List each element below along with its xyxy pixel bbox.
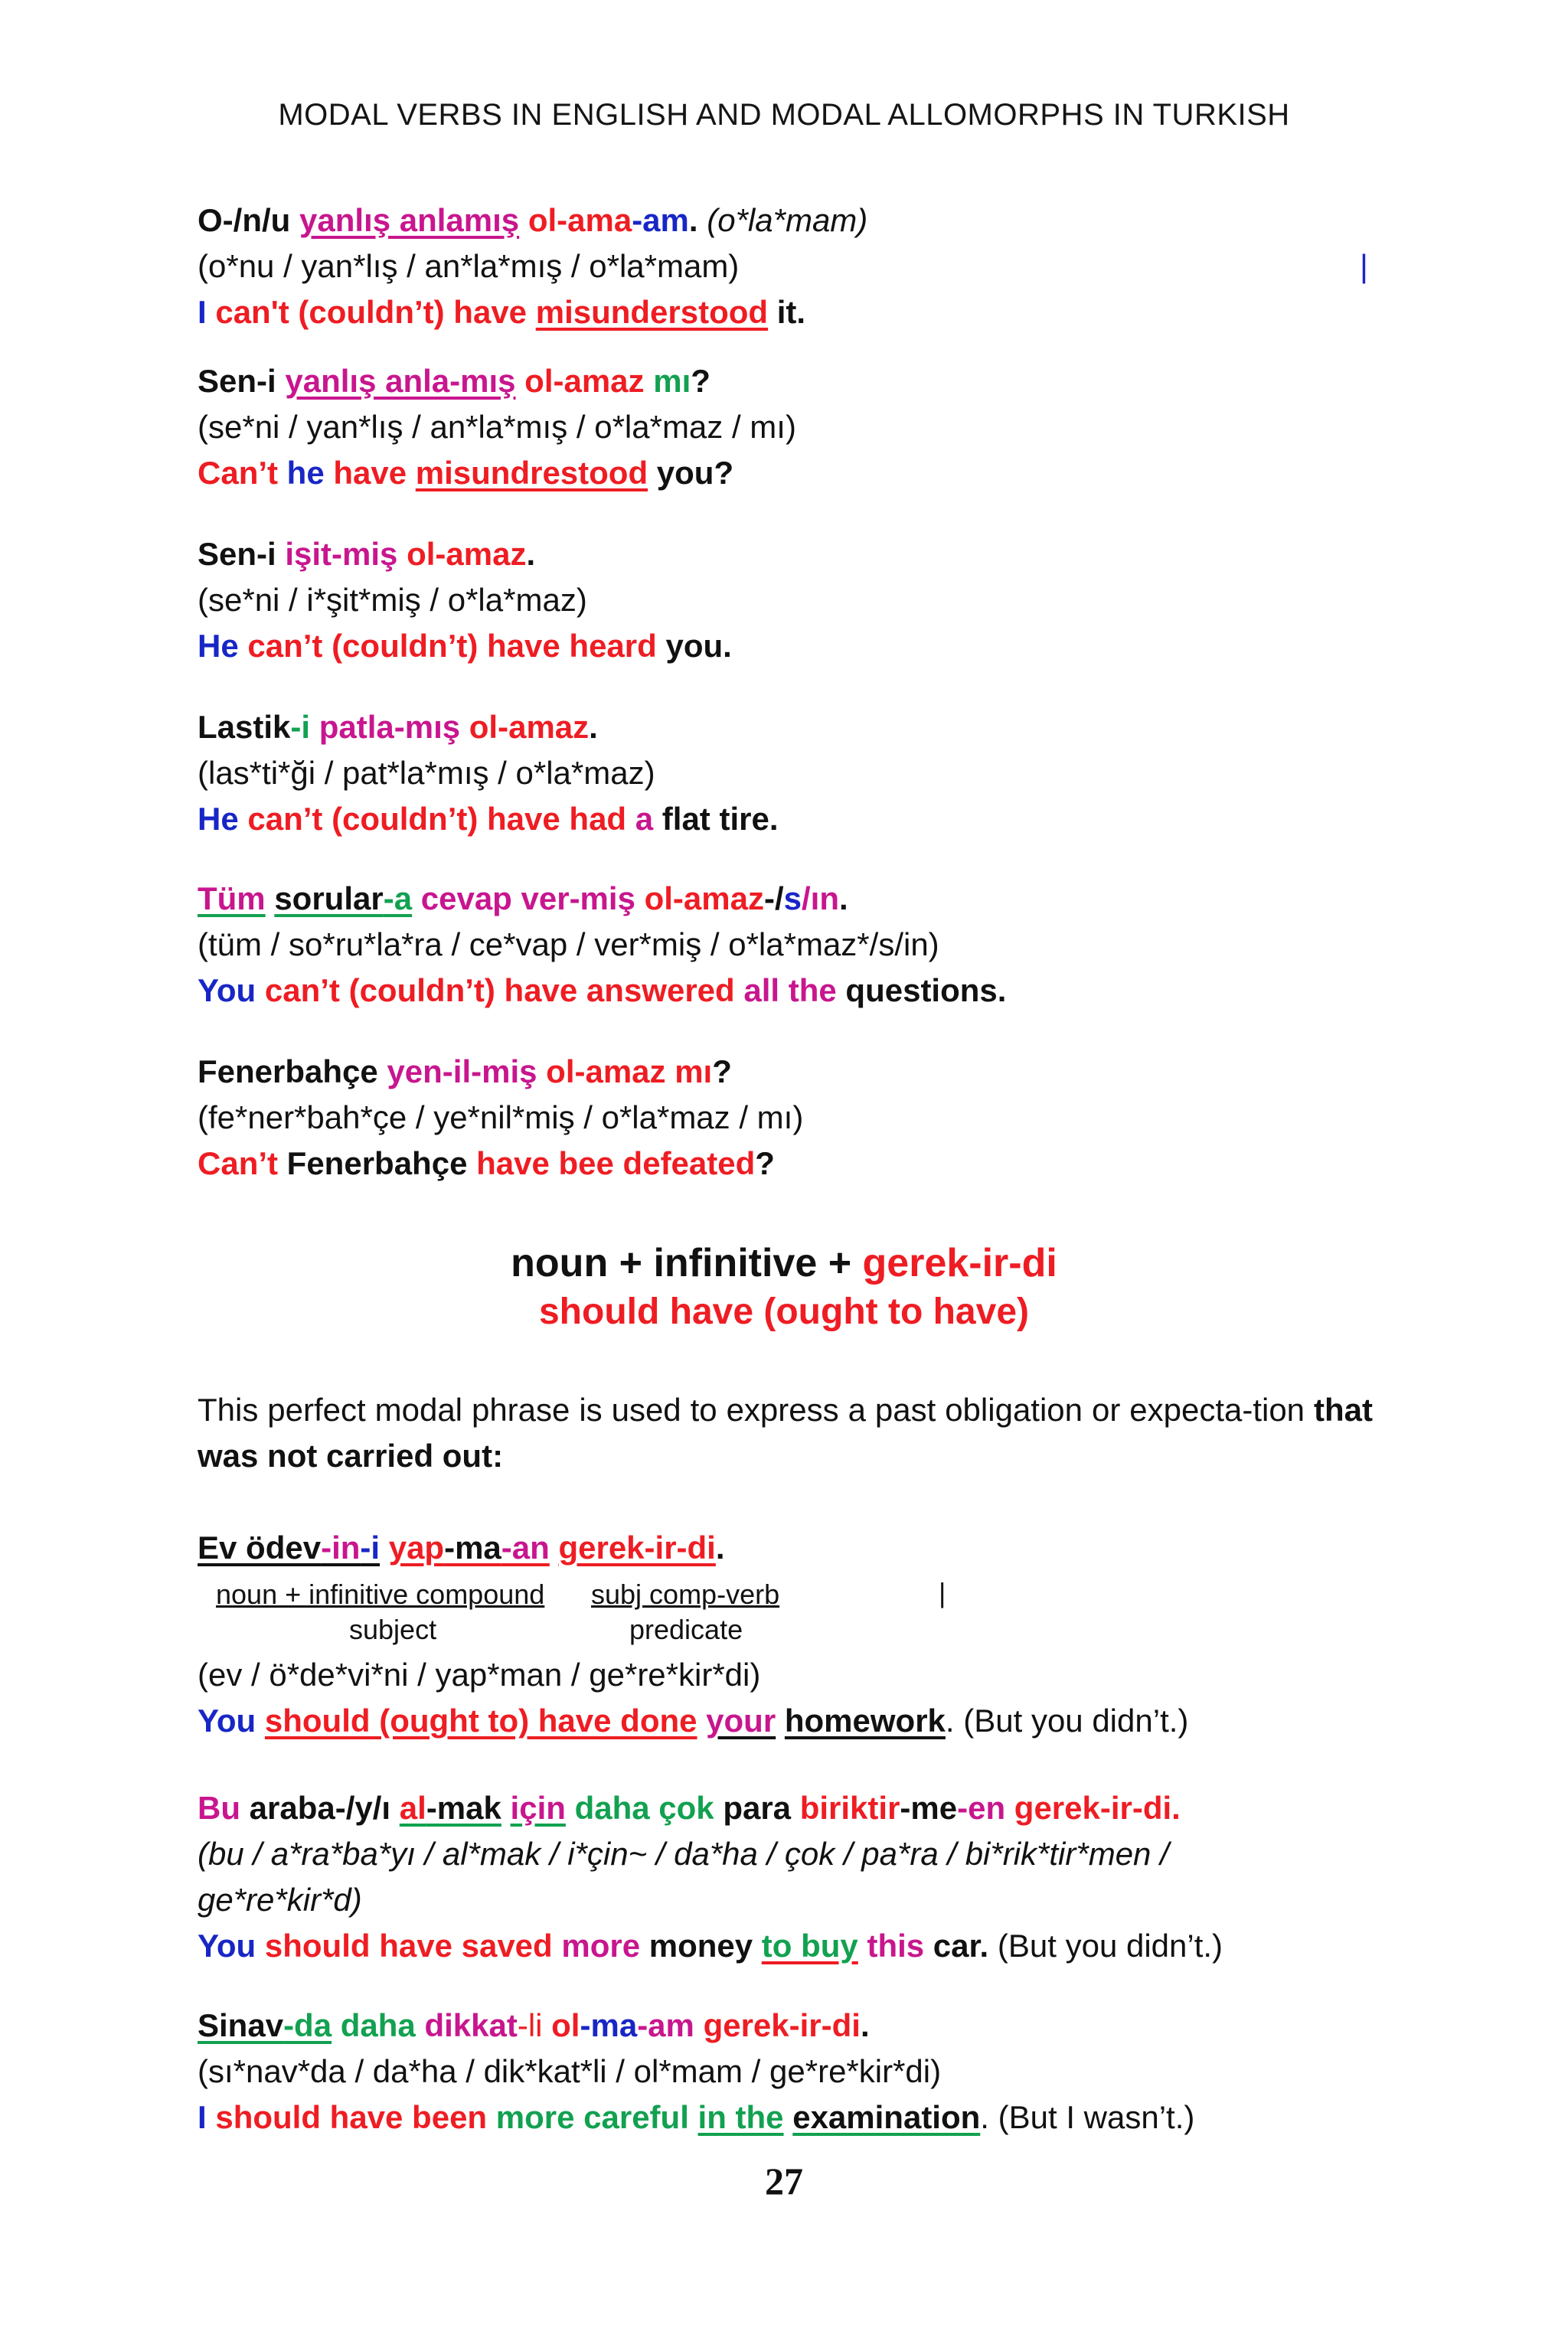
example-4-pronunciation: (las*ti*ği / pat*la*mış / o*la*maz) <box>198 755 655 791</box>
example-3-english: He can’t (couldn’t) have heard you. <box>198 628 732 664</box>
label-noun-infinitive-compound: noun + infinitive compound <box>216 1579 545 1610</box>
example-7-english: You should (ought to) have done your homework. (But you didn’t.) <box>198 1703 1189 1739</box>
example-3-turkish: Sen-i işit-miş ol-amaz. <box>198 536 536 572</box>
example-6-turkish: Fenerbahçe yen-il-miş ol-amaz mı? <box>198 1053 732 1089</box>
example-2-pronunciation: (se*ni / yan*lış / an*la*mış / o*la*maz / mı) <box>198 409 796 445</box>
intro-paragraph: This perfect modal phrase is used to express a past obligation or expecta-tion that was not carried out: <box>198 1392 1373 1474</box>
example-1-english: I can't (couldn’t) have misunderstood it. <box>198 294 806 330</box>
example-5-pronunciation: (tüm / so*ru*la*ra / ce*vap / ver*miş / o*la*maz*/s/in) <box>198 926 939 962</box>
example-2-english: Can’t he have misundrestood you? <box>198 455 734 491</box>
example-1-pronunciation: (o*nu / yan*lış / an*la*mış / o*la*mam) <box>198 248 740 284</box>
stray-bar-mark: | <box>1360 248 1368 284</box>
example-7-pronunciation: (ev / ö*de*vi*ni / yap*man / ge*re*kir*di) <box>198 1657 761 1693</box>
stray-bar-mark-2: | <box>939 1577 946 1608</box>
example-9-english: I should have been more careful in the examination. (But I wasn’t.) <box>198 2099 1195 2135</box>
example-4-turkish: Lastik-i patla-mış ol-amaz. <box>198 709 598 745</box>
example-3-pronunciation: (se*ni / i*şit*miş / o*la*maz) <box>198 582 587 618</box>
example-2-turkish: Sen-i yanlış anla-mış ol-amaz mı? <box>198 363 710 399</box>
example-8-english: You should have saved more money to buy this car. (But you didn’t.) <box>198 1928 1223 1964</box>
section-subtitle: should have (ought to have) <box>538 1291 1029 1332</box>
example-7-turkish: Ev ödev-in-i yap-ma-an gerek-ir-di. <box>198 1530 725 1566</box>
example-6-english: Can’t Fenerbahçe have bee defeated? <box>198 1145 775 1181</box>
example-1-turkish: O-/n/u yanlış anlamış ol-ama-am. (o*la*mam) <box>198 202 868 238</box>
example-5-turkish: Tüm sorular-a cevap ver-miş ol-amaz-/s/ın. <box>198 880 848 916</box>
example-5-english: You can’t (couldn’t) have answered all the questions. <box>198 972 1007 1008</box>
label-predicate: predicate <box>629 1614 743 1645</box>
example-9-pronunciation: (sı*nav*da / da*ha / dik*kat*li / ol*mam / ge*re*kir*di) <box>198 2053 942 2089</box>
example-9-turkish: Sinav-da daha dikkat-li ol-ma-am gerek-ir-di. <box>198 2007 870 2043</box>
example-6-pronunciation: (fe*ner*bah*çe / ye*nil*miş / o*la*maz / mı) <box>198 1099 804 1135</box>
example-4-english: He can’t (couldn’t) have had a flat tire. <box>198 801 779 837</box>
example-8-turkish: Bu araba-/y/ı al-mak için daha çok para biriktir-me-en gerek-ir-di. <box>198 1790 1181 1826</box>
running-header: MODAL VERBS IN ENGLISH AND MODAL ALLOMORPHS IN TURKISH <box>278 98 1290 132</box>
label-subj-comp-verb: subj comp-verb <box>591 1579 780 1610</box>
section-formula: noun + infinitive + gerek-ir-di <box>511 1241 1057 1285</box>
page-number: 27 <box>765 2160 803 2202</box>
label-subject: subject <box>349 1614 437 1645</box>
example-8-pronunciation-line-2: ge*re*kir*d) <box>198 1882 362 1918</box>
example-8-pronunciation-line-1: (bu / a*ra*ba*yı / al*mak / i*çin~ / da*ha / çok / pa*ra / bi*rik*tir*men / <box>198 1836 1169 1872</box>
